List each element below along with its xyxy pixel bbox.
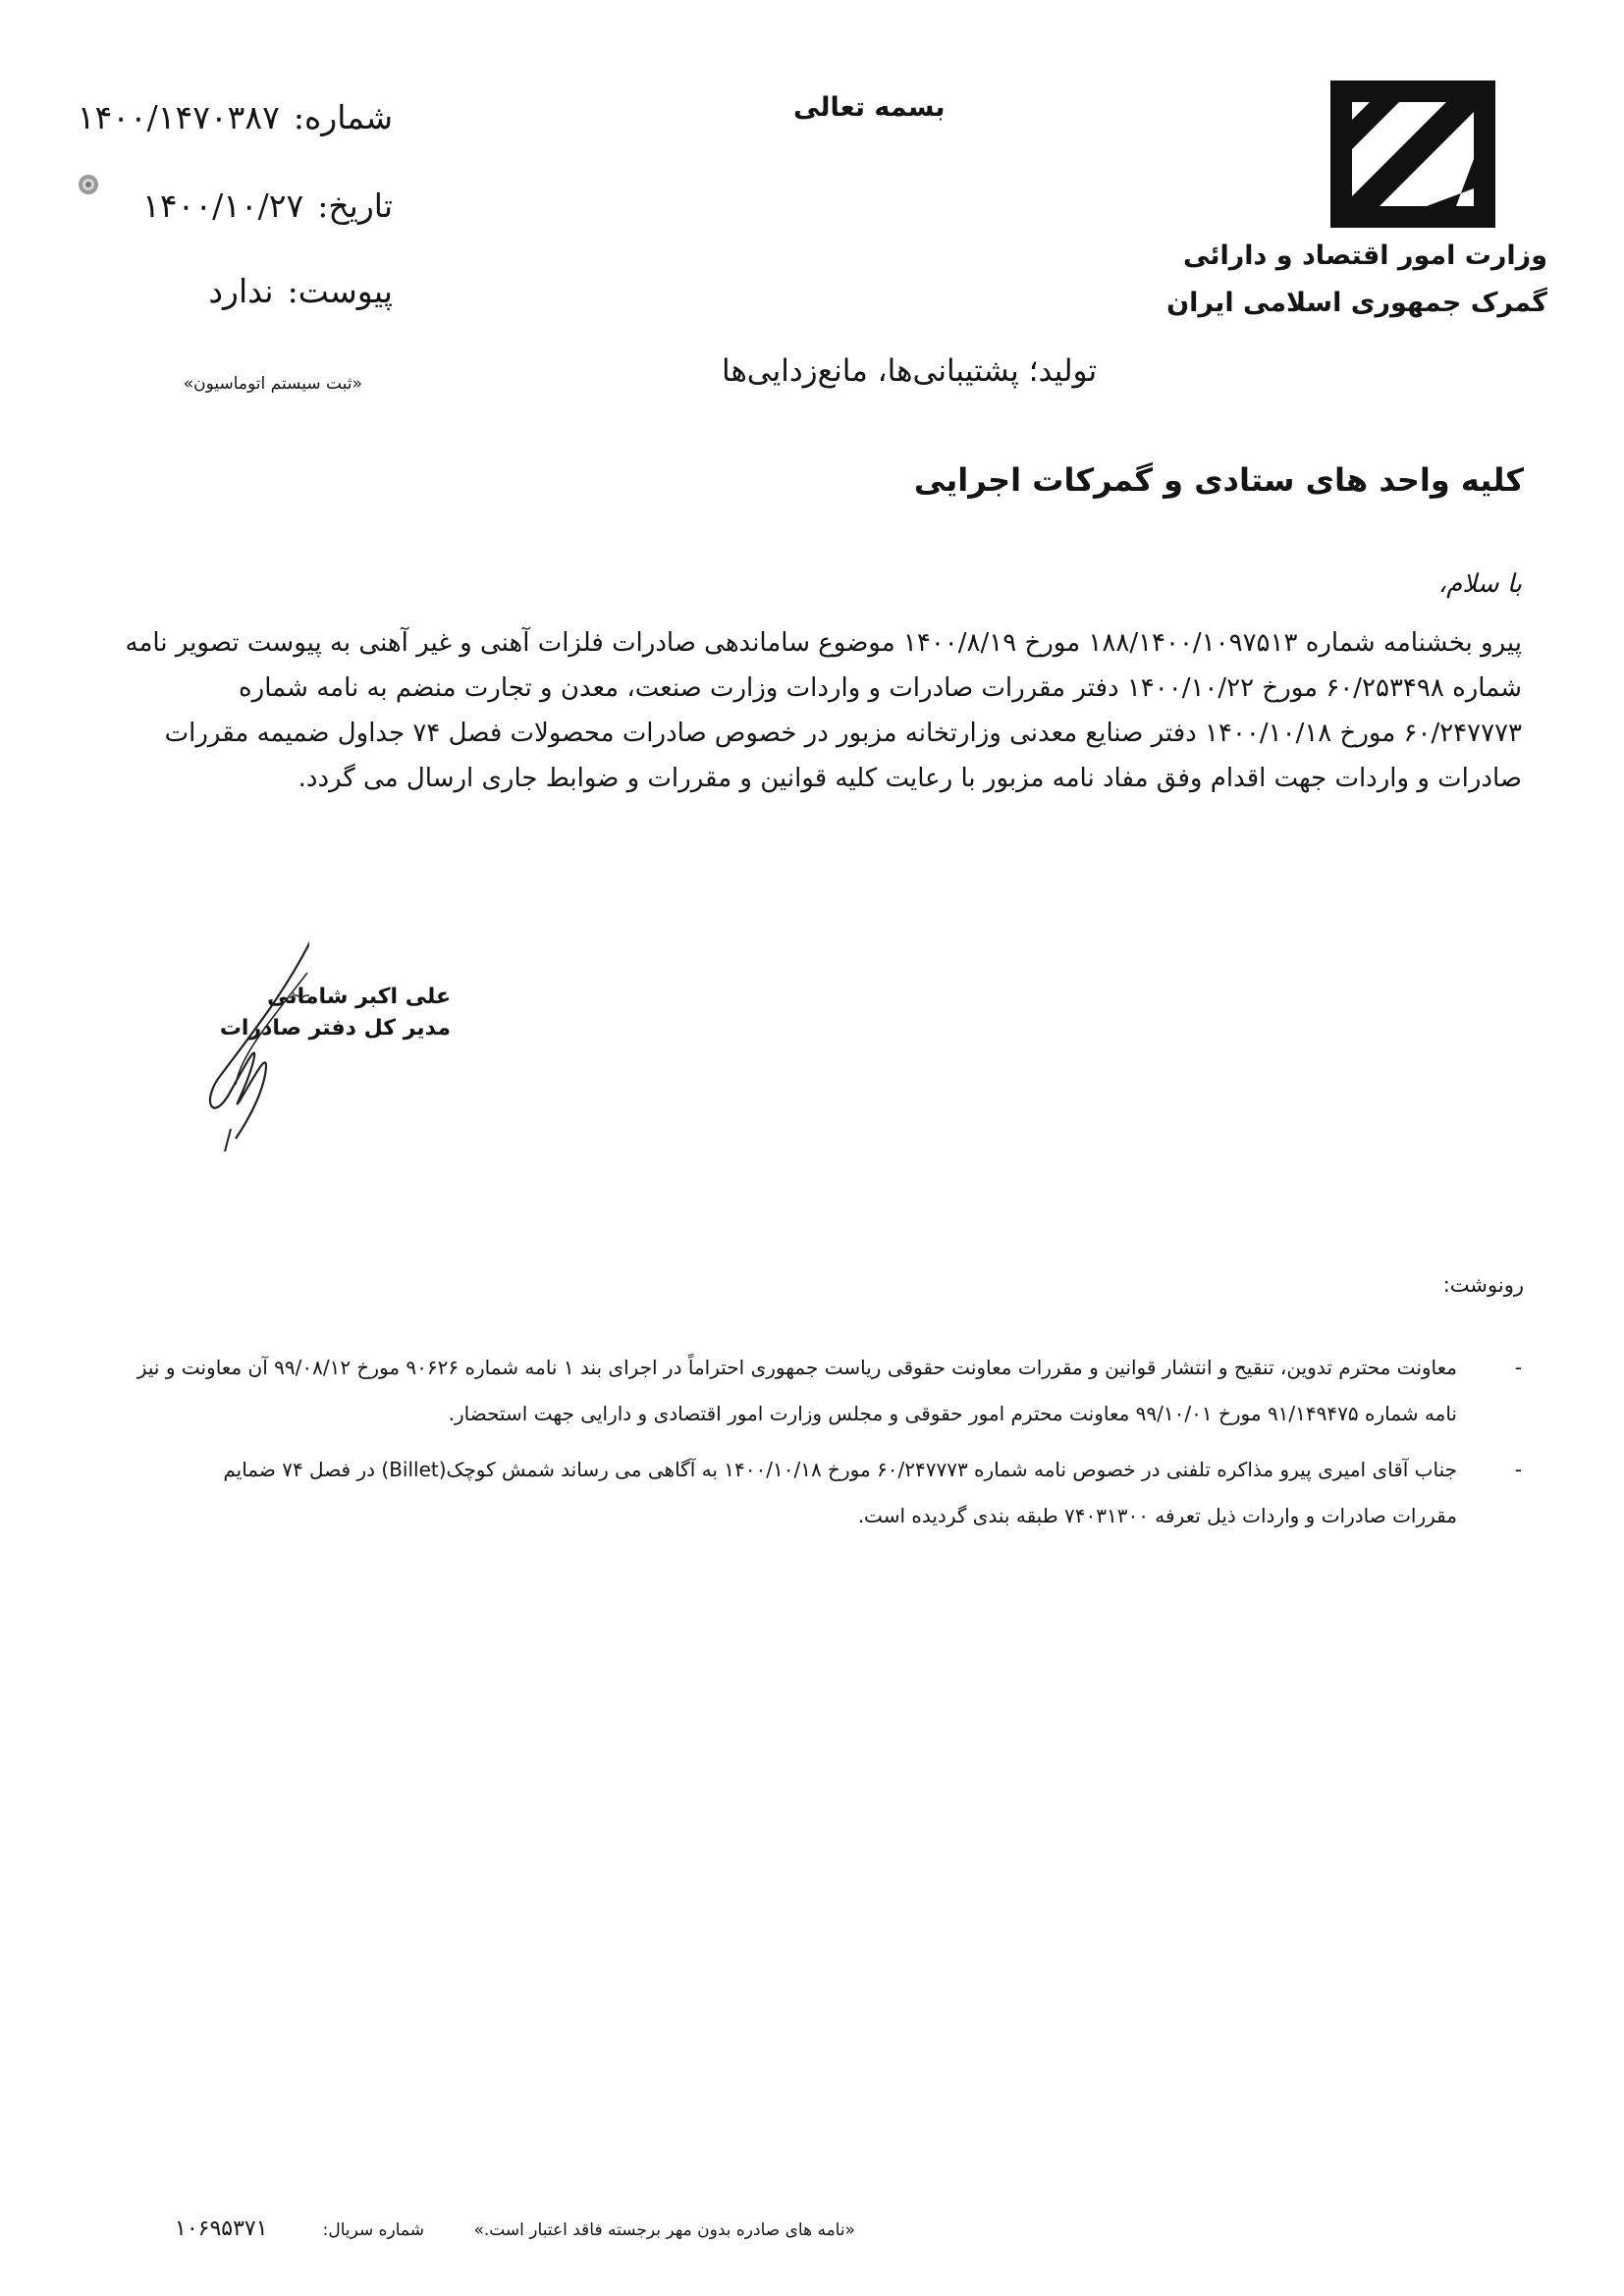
customs-logo-icon [1330,80,1495,228]
date-label: تاریخ: [317,187,393,225]
letter-date [142,187,393,225]
letter-body [125,620,1522,801]
cc-line: معاونت محترم تدوین، تنقیح و انتشار قوانین و مقررات معاونت حقوقی ریاست جمهوری احتراماً در اجرای بند ۱ نامه شماره ۹۰۶۲۶ مورخ ۹۹/۰۸/۱۲ آن معاونت و نیز [136,1356,1457,1379]
attachment-value: ندارد [208,272,274,310]
cc-bullet: - [1514,1356,1522,1379]
cc-line: نامه شماره ۹۱/۱۴۹۴۷۵ مورخ ۹۹/۱۰/۰۱ معاونت محترم امور حقوقی و مجلس وزارت امور اقتصادی و دارایی جهت استحضار. [448,1402,1457,1425]
signer-name: علی اکبر شامانی [267,985,451,1009]
bismillah-heading: بسمه تعالی [793,92,946,123]
attachment-label: پیوست: [287,272,393,310]
date-value: ۱۴۰۰/۱۰/۲۷ [142,187,304,225]
letter-attachment [208,272,393,310]
body-line: شماره ۶۰/۲۵۳۴۹۸ مورخ ۱۴۰۰/۱۰/۲۲ دفتر مقررات صادرات و واردات وزارت صنعت، معدن و تجارت منضم به نامه شماره [239,673,1522,703]
serial-label: شماره سریال: [322,2220,424,2240]
cc-item [108,1345,1522,1437]
ministry-name: وزارت امور اقتصاد و دارائی [1183,240,1547,271]
handwritten-signature [191,928,309,1153]
body-line: ۶۰/۲۴۷۷۷۳ مورخ ۱۴۰۰/۱۰/۱۸ دفتر صنایع معدنی وزارتخانه مزبور در خصوص صادرات محصولات فصل ۷۴ جداول ضمیمه مقررات [164,719,1522,748]
body-line: صادرات و واردات جهت اقدام وفق مفاد نامه مزبور با رعایت کلیه قوانین و مقررات و ضوابط جاری ارسال می گردد. [298,764,1522,793]
body-line: پیرو بخشنامه شماره ۱۸۸/۱۴۰۰/۱۰۹۷۵۱۳ مورخ ۱۴۰۰/۸/۱۹ موضوع ساماندهی صادرات فلزات آهنی و غیر آهنی به پیوست تصویر نامه [125,628,1522,658]
automation-register-note: «ثبت سیستم اتوماسیون» [183,374,362,394]
signer-title: مدیر کل دفتر صادرات [219,1016,451,1041]
letter-number [78,98,393,136]
cc-title: رونوشت: [1442,1273,1524,1297]
year-slogan: تولید؛ پشتیبانی‌ها، مانع‌زدایی‌ها [722,353,1098,389]
number-value: ۱۴۰۰/۱۴۷۰۳۸۷ [77,98,280,136]
cc-line: جناب آقای امیری پیرو مذاکره تلفنی در خصوص نامه شماره ۶۰/۲۴۷۷۷۳ مورخ ۱۴۰۰/۱۰/۱۸ به آگاهی می رساند شمش کوچک(Billet) در فصل ۷۴ ضمایم [223,1458,1457,1481]
cc-item [108,1447,1522,1539]
footer-validity-note: «نامه های صادره بدون مهر برجسته فاقد اعتبار است.» [473,2220,855,2240]
number-label: شماره: [293,98,393,136]
recipient-heading: کلیه واحد های ستادی و گمرکات اجرایی [913,461,1524,499]
seal-icon [77,173,100,196]
customs-name: گمرک جمهوری اسلامی ایران [1166,288,1547,318]
cc-line: مقررات صادرات و واردات ذیل تعرفه ۷۴۰۳۱۳۰۰ طبقه بندی گردیده است. [857,1504,1457,1527]
serial-value: ۱۰۶۹۵۳۷۱ [175,2216,268,2241]
greeting: با سلام، [1437,569,1522,599]
cc-bullet: - [1514,1458,1522,1481]
